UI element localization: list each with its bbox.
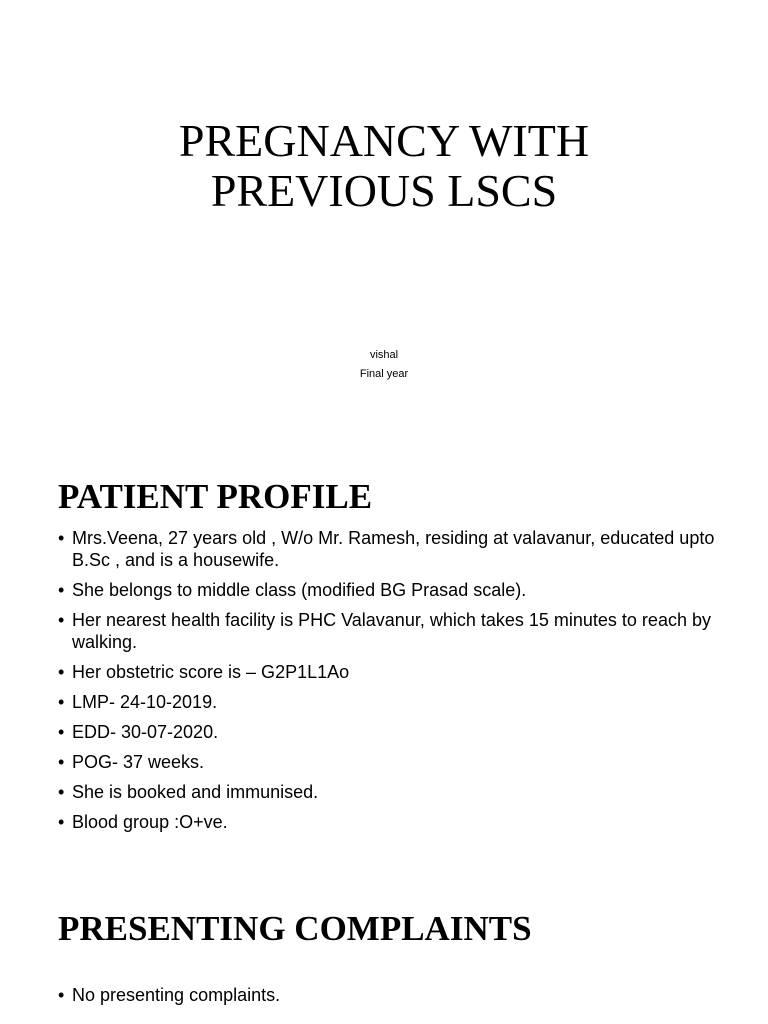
list-item: • POG- 37 weeks. <box>58 751 728 773</box>
patient-profile-list <box>58 527 728 841</box>
patient-profile-heading: PATIENT PROFILE <box>58 477 373 516</box>
list-item: • EDD- 30-07-2020. <box>58 721 728 743</box>
author-name: vishal <box>369 349 399 361</box>
title-line-2: PREVIOUS LSCS <box>210 165 558 216</box>
list-item: • No presenting complaints. <box>58 984 728 1006</box>
title-line-1: PREGNANCY WITH <box>178 115 590 166</box>
title-slide <box>0 0 768 440</box>
page-title <box>0 116 768 216</box>
list-item: • Her nearest health facility is PHC Valavanur, which takes 15 minutes to reach by walking. <box>58 609 728 653</box>
presenting-complaints-heading: PRESENTING COMPLAINTS <box>58 909 532 948</box>
list-item: • She belongs to middle class (modified BG Prasad scale). <box>58 579 728 601</box>
list-item: • Her obstetric score is – G2P1L1Ao <box>58 661 728 683</box>
presenting-complaints-list <box>58 984 728 1014</box>
list-item: • LMP- 24-10-2019. <box>58 691 728 713</box>
list-item: • Blood group :O+ve. <box>58 811 728 833</box>
list-item: • Mrs.Veena, 27 years old , W/o Mr. Ramesh, residing at valavanur, educated upto B.Sc , and is a housewife. <box>58 527 728 571</box>
list-item: • She is booked and immunised. <box>58 781 728 803</box>
author-year: Final year <box>359 368 409 380</box>
